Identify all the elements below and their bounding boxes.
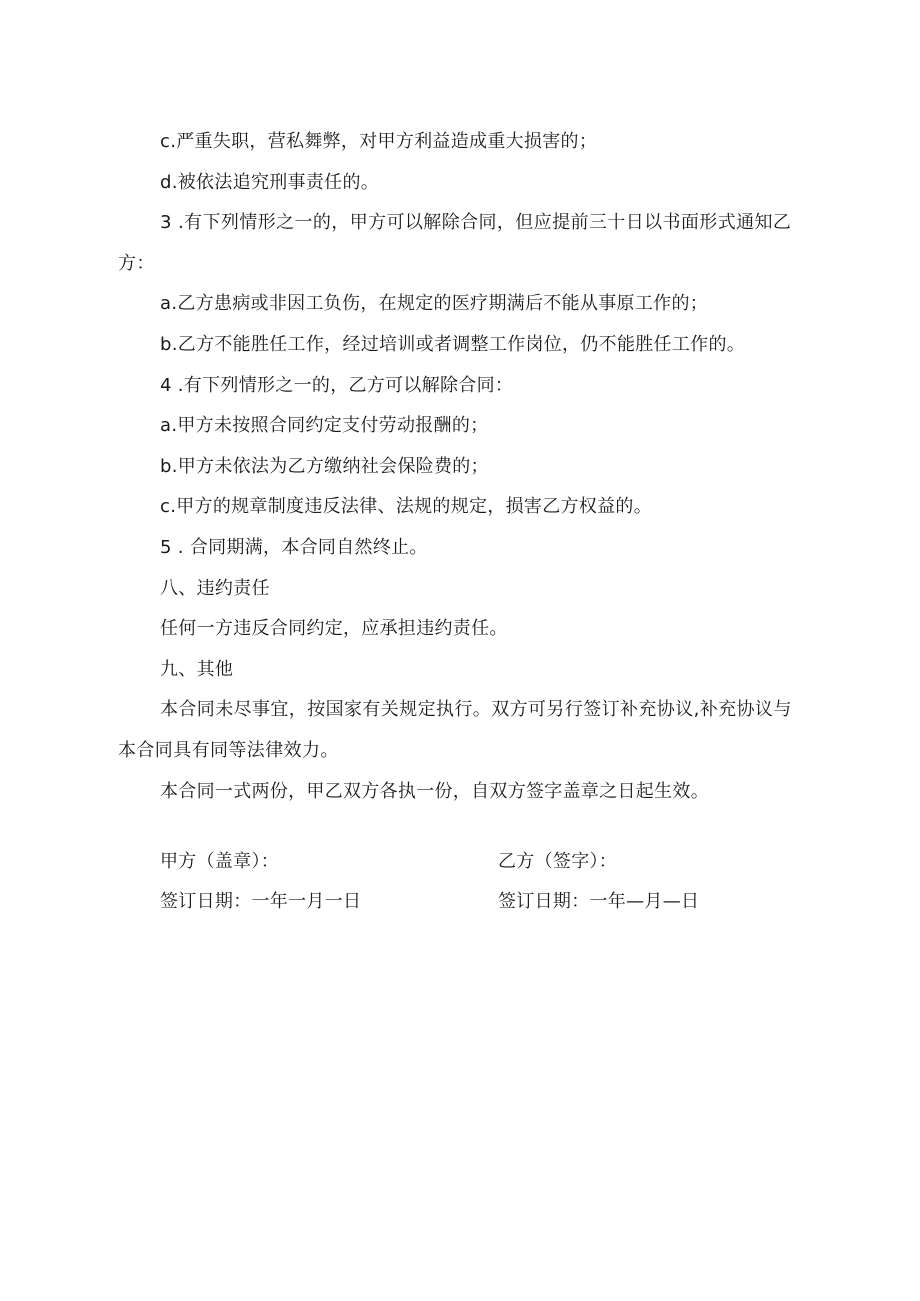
- item-7-4-c: c.甲方的规章制度违反法律、法规的规定，损害乙方权益的。: [160, 496, 653, 518]
- item-7-2-c: c.严重失职，营私舞弊，对甲方利益造成重大损害的；: [160, 131, 598, 152]
- other-paragraph-1: 本合同未尽事宜，按国家有关规定执行。双方可另行签订补充协议,补充协议与本合同具有同等法律效力。: [118, 699, 792, 761]
- signature-labels-row: [160, 842, 760, 882]
- clause-7-5: 5 . 合同期满，本合同自然终止。: [160, 536, 428, 558]
- clause-7-4: 4 .有下列情形之一的，乙方可以解除合同：: [160, 374, 514, 396]
- section-heading-breach: 八、违约责任: [160, 577, 270, 599]
- item-7-4-a: a.甲方未按照合同约定支付劳动报酬的；: [160, 415, 489, 437]
- signature-block: [160, 842, 760, 922]
- party-a-seal-label: 甲方（盖章）：: [160, 851, 280, 872]
- party-a-sign-date: 签订日期：一年一月一日: [160, 891, 362, 912]
- breach-paragraph: 任何一方违反合同约定，应承担违约责任。: [160, 618, 508, 640]
- party-b-signature-label: 乙方（签字）：: [498, 851, 618, 872]
- item-7-3-b: b.乙方不能胜任工作，经过培训或者调整工作岗位，仍不能胜任工作的。: [160, 333, 746, 355]
- item-7-2-d: d.被依法追究刑事责任的。: [160, 171, 380, 193]
- clause-7-3: 3 .有下列情形之一的，甲方可以解除合同，但应提前三十日以书面形式通知乙方：: [118, 212, 792, 274]
- other-paragraph-2: 本合同一式两份，甲乙双方各执一份，自双方签字盖章之日起生效。: [160, 780, 709, 802]
- item-7-4-b: b.甲方未依法为乙方缴纳社会保险费的；: [160, 455, 489, 477]
- signature-dates-row: [160, 882, 760, 922]
- item-7-3-a: a.乙方患病或非因工负伤，在规定的医疗期满后不能从事原工作的；: [160, 293, 709, 315]
- contract-body: [118, 122, 808, 812]
- section-heading-other: 九、其他: [160, 658, 234, 680]
- party-b-sign-date: 签订日期：一年—月—日: [498, 891, 700, 912]
